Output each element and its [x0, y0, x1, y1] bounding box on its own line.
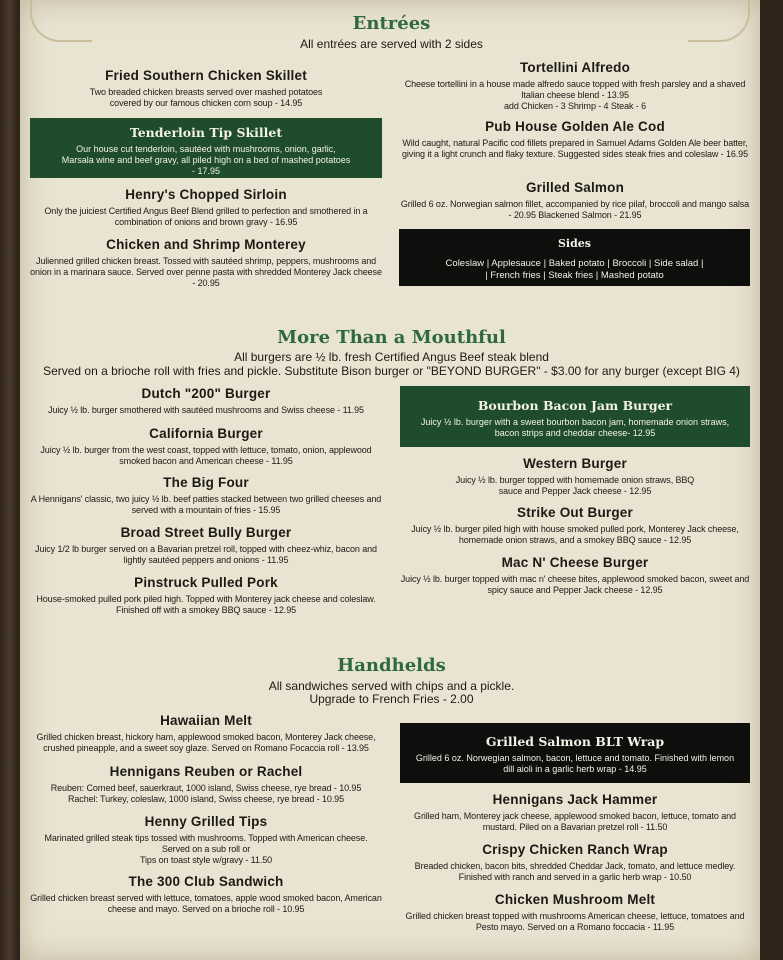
handhelds-title: Handhelds	[337, 655, 446, 676]
burgers-subtitle: All burgers are ½ lb. fresh Certified Angus Beef steak blend	[234, 350, 549, 364]
item-addons: add Chicken - 3 Shrimp - 4 Steak - 6	[504, 101, 646, 111]
menu-item	[400, 456, 750, 497]
menu-item	[400, 555, 750, 596]
item-name: Hennigans Reuben or Rachel	[109, 764, 303, 779]
item-description: Juicy ½ lb. burger piled high with house smoked pulled pork, Monterey Jack cheese, homemade onion straws, and a smokey BBQ sauce - 12.95	[411, 524, 739, 545]
item-description: Reuben: Corned beef, sauerkraut, 1000 island, Swiss cheese, rye bread - 10.95	[50, 783, 362, 793]
item-description: Juicy ½ lb. burger smothered with sautéed mushrooms and Swiss cheese - 11.95	[48, 405, 364, 415]
sides-title: Sides	[557, 237, 591, 250]
menu-item	[30, 814, 382, 866]
item-name: Henny Grilled Tips	[144, 814, 268, 829]
item-name: Tortellini Alfredo	[519, 60, 631, 75]
item-description: Served on a sub roll or	[161, 844, 251, 854]
item-name: The 300 Club Sandwich	[128, 874, 284, 889]
menu-item	[400, 892, 750, 933]
menu-item	[400, 180, 750, 221]
item-description: A Hennigans' classic, two juicy ½ lb. beef patties stacked between two grilled cheeses and served with a mountain of fries - 15.95	[30, 494, 382, 515]
menu-item	[30, 386, 382, 416]
menu-item	[30, 525, 382, 566]
item-name: Broad Street Bully Burger	[120, 525, 292, 540]
item-description: Juicy 1/2 lb burger served on a Bavarian pretzel roll, topped with cheez-whiz, bacon and lightly sautéed peppers and onions - 11.95	[35, 544, 377, 565]
item-description: House-smoked pulled pork piled high. Topped with Monterey jack cheese and coleslaw. Finished off with a smokey BBQ sauce - 12.95	[36, 594, 376, 615]
item-description: Juicy ½ lb. burger with a sweet bourbon bacon jam, homemade onion straws, bacon strips and cheddar cheese- 12.95	[420, 417, 730, 438]
menu-item	[400, 842, 750, 883]
item-description: Grilled chicken breast topped with mushrooms American cheese, lettuce, tomatoes and Pesto mayo. Served on a Romano foccacia - 11.95	[405, 911, 745, 932]
featured-item-box	[30, 118, 382, 178]
menu-item	[30, 575, 382, 616]
item-name: Pinstruck Pulled Pork	[134, 575, 278, 590]
item-name: Western Burger	[523, 456, 627, 471]
featured-item-box	[400, 386, 750, 447]
item-name: Dutch "200" Burger	[141, 386, 271, 401]
menu-item	[30, 764, 382, 805]
menu-item	[30, 475, 382, 516]
item-description: Julienned grilled chicken breast. Tossed with sautéed shrimp, peppers, mushrooms and onion in a marinara sauce. Served over penne pasta with shredded Monterey Jack cheese - 20.95	[30, 256, 382, 288]
burgers-subtitle: Served on a brioche roll with fries and pickle. Substitute Bison burger or "BEYOND BURGER" - $3.00 for any burger (except BIG 4)	[43, 364, 740, 378]
sides-box	[399, 229, 750, 286]
item-name: Bourbon Bacon Jam Burger	[477, 398, 673, 413]
item-description: Tips on toast style w/gravy - 11.50	[139, 855, 273, 865]
item-description: Grilled ham, Monterey jack cheese, applewood smoked bacon, lettuce, tomato and mustard. Piled on a Bavarian pretzel roll - 11.50	[414, 811, 736, 832]
item-name: The Big Four	[163, 475, 249, 490]
item-description: Breaded chicken, bacon bits, shredded Cheddar Jack, tomato, and lettuce medley. Finished with ranch and served in a garlic herb wrap - 10.50	[414, 861, 736, 882]
menu-item	[400, 505, 750, 546]
entrees-title: Entrées	[352, 13, 431, 34]
item-description: Cheese tortellini in a house made alfredo sauce topped with fresh parsley and a shaved Italian cheese blend - 13.95	[404, 79, 746, 100]
menu-item	[400, 792, 750, 833]
burgers-title: More Than a Mouthful	[277, 327, 506, 348]
handhelds-subtitle: Upgrade to French Fries - 2.00	[309, 692, 474, 706]
menu-item	[30, 68, 382, 109]
item-name: Chicken Mushroom Melt	[494, 892, 656, 907]
item-name: Crispy Chicken Ranch Wrap	[482, 842, 668, 857]
item-name: Tenderloin Tip Skillet	[129, 125, 283, 140]
featured-item-box	[400, 723, 750, 783]
sides-list-line: Coleslaw | Applesauce | Baked potato | Broccoli | Side salad |	[445, 258, 704, 269]
menu-item	[30, 713, 382, 754]
item-name: California Burger	[149, 426, 263, 441]
item-name: Mac N' Cheese Burger	[501, 555, 649, 570]
item-description: Marinated grilled steak tips tossed with mushrooms. Topped with American cheese.	[44, 833, 368, 843]
sides-list-line: | French fries | Steak fries | Mashed potato	[485, 270, 664, 281]
item-name: Hawaiian Melt	[160, 713, 252, 728]
menu-item	[30, 874, 382, 915]
item-description: Wild caught, natural Pacific cod fillets prepared in Samuel Adams Golden Ale beer batter, giving it a light crunch and flaky texture. Suggested sides steak fries and coleslaw - 16.95	[402, 138, 748, 159]
menu-item	[400, 119, 750, 160]
menu-item	[30, 237, 382, 289]
item-name: Grilled Salmon BLT Wrap	[485, 734, 665, 749]
item-name: Grilled Salmon	[525, 180, 625, 195]
item-description: Grilled 6 oz. Norwegian salmon fillet, accompanied by rice pilaf, broccoli and mango salsa - 20.95 Blackened Salmon - 21.95	[400, 199, 750, 220]
item-name: Pub House Golden Ale Cod	[485, 119, 665, 134]
menu-item	[30, 426, 382, 467]
item-description: Grilled 6 oz. Norwegian salmon, bacon, lettuce and tomato. Finished with lemon dill aioli in a garlic herb wrap - 14.95	[415, 753, 735, 774]
menu-item	[400, 60, 750, 112]
item-description: Grilled chicken breast served with lettuce, tomatoes, apple wood smoked bacon, American cheese and mayo. Served on a brioche roll - 10.95	[30, 893, 382, 914]
item-name: Fried Southern Chicken Skillet	[105, 68, 307, 83]
menu-item	[30, 187, 382, 228]
item-name: Chicken and Shrimp Monterey	[106, 237, 306, 252]
item-description: Juicy ½ lb. burger topped with mac n' cheese bites, applewood smoked bacon, sweet and spicy sauce and Pepper Jack cheese - 12.95	[400, 574, 750, 595]
item-name: Strike Out Burger	[517, 505, 633, 520]
item-description: Rachel: Turkey, coleslaw, 1000 island, Swiss cheese, rye bread - 10.95	[68, 794, 344, 804]
item-name: Hennigans Jack Hammer	[492, 792, 658, 807]
handhelds-subtitle: All sandwiches served with chips and a pickle.	[268, 679, 515, 693]
item-description: Juicy ½ lb. burger topped with homemade onion straws, BBQ sauce and Pepper Jack cheese - 12.95	[455, 475, 695, 496]
item-name: Henry's Chopped Sirloin	[125, 187, 287, 202]
item-description: Juicy ½ lb. burger from the west coast, topped with lettuce, tomato, onion, applewood smoked bacon and American cheese - 11.95	[40, 445, 372, 466]
item-description: Grilled chicken breast, hickory ham, applewood smoked bacon, Monterey Jack cheese, crushed pineapple, and a sweet soy glaze. Served on Romano Focaccia roll - 13.95	[36, 732, 376, 753]
entrees-subtitle: All entrées are served with 2 sides	[300, 37, 483, 51]
item-description: Only the juiciest Certified Angus Beef Blend grilled to perfection and smothered in a combination of onions and brown gravy - 16.95	[44, 206, 368, 227]
item-description: Two breaded chicken breasts served over mashed potatoes covered by our famous chicken corn soup - 14.95	[89, 87, 323, 108]
item-description: Our house cut tenderloin, sautéed with mushrooms, onion, garlic, Marsala wine and beef gravy, all piled high on a bed of mashed potatoes - 17.95	[61, 144, 351, 176]
